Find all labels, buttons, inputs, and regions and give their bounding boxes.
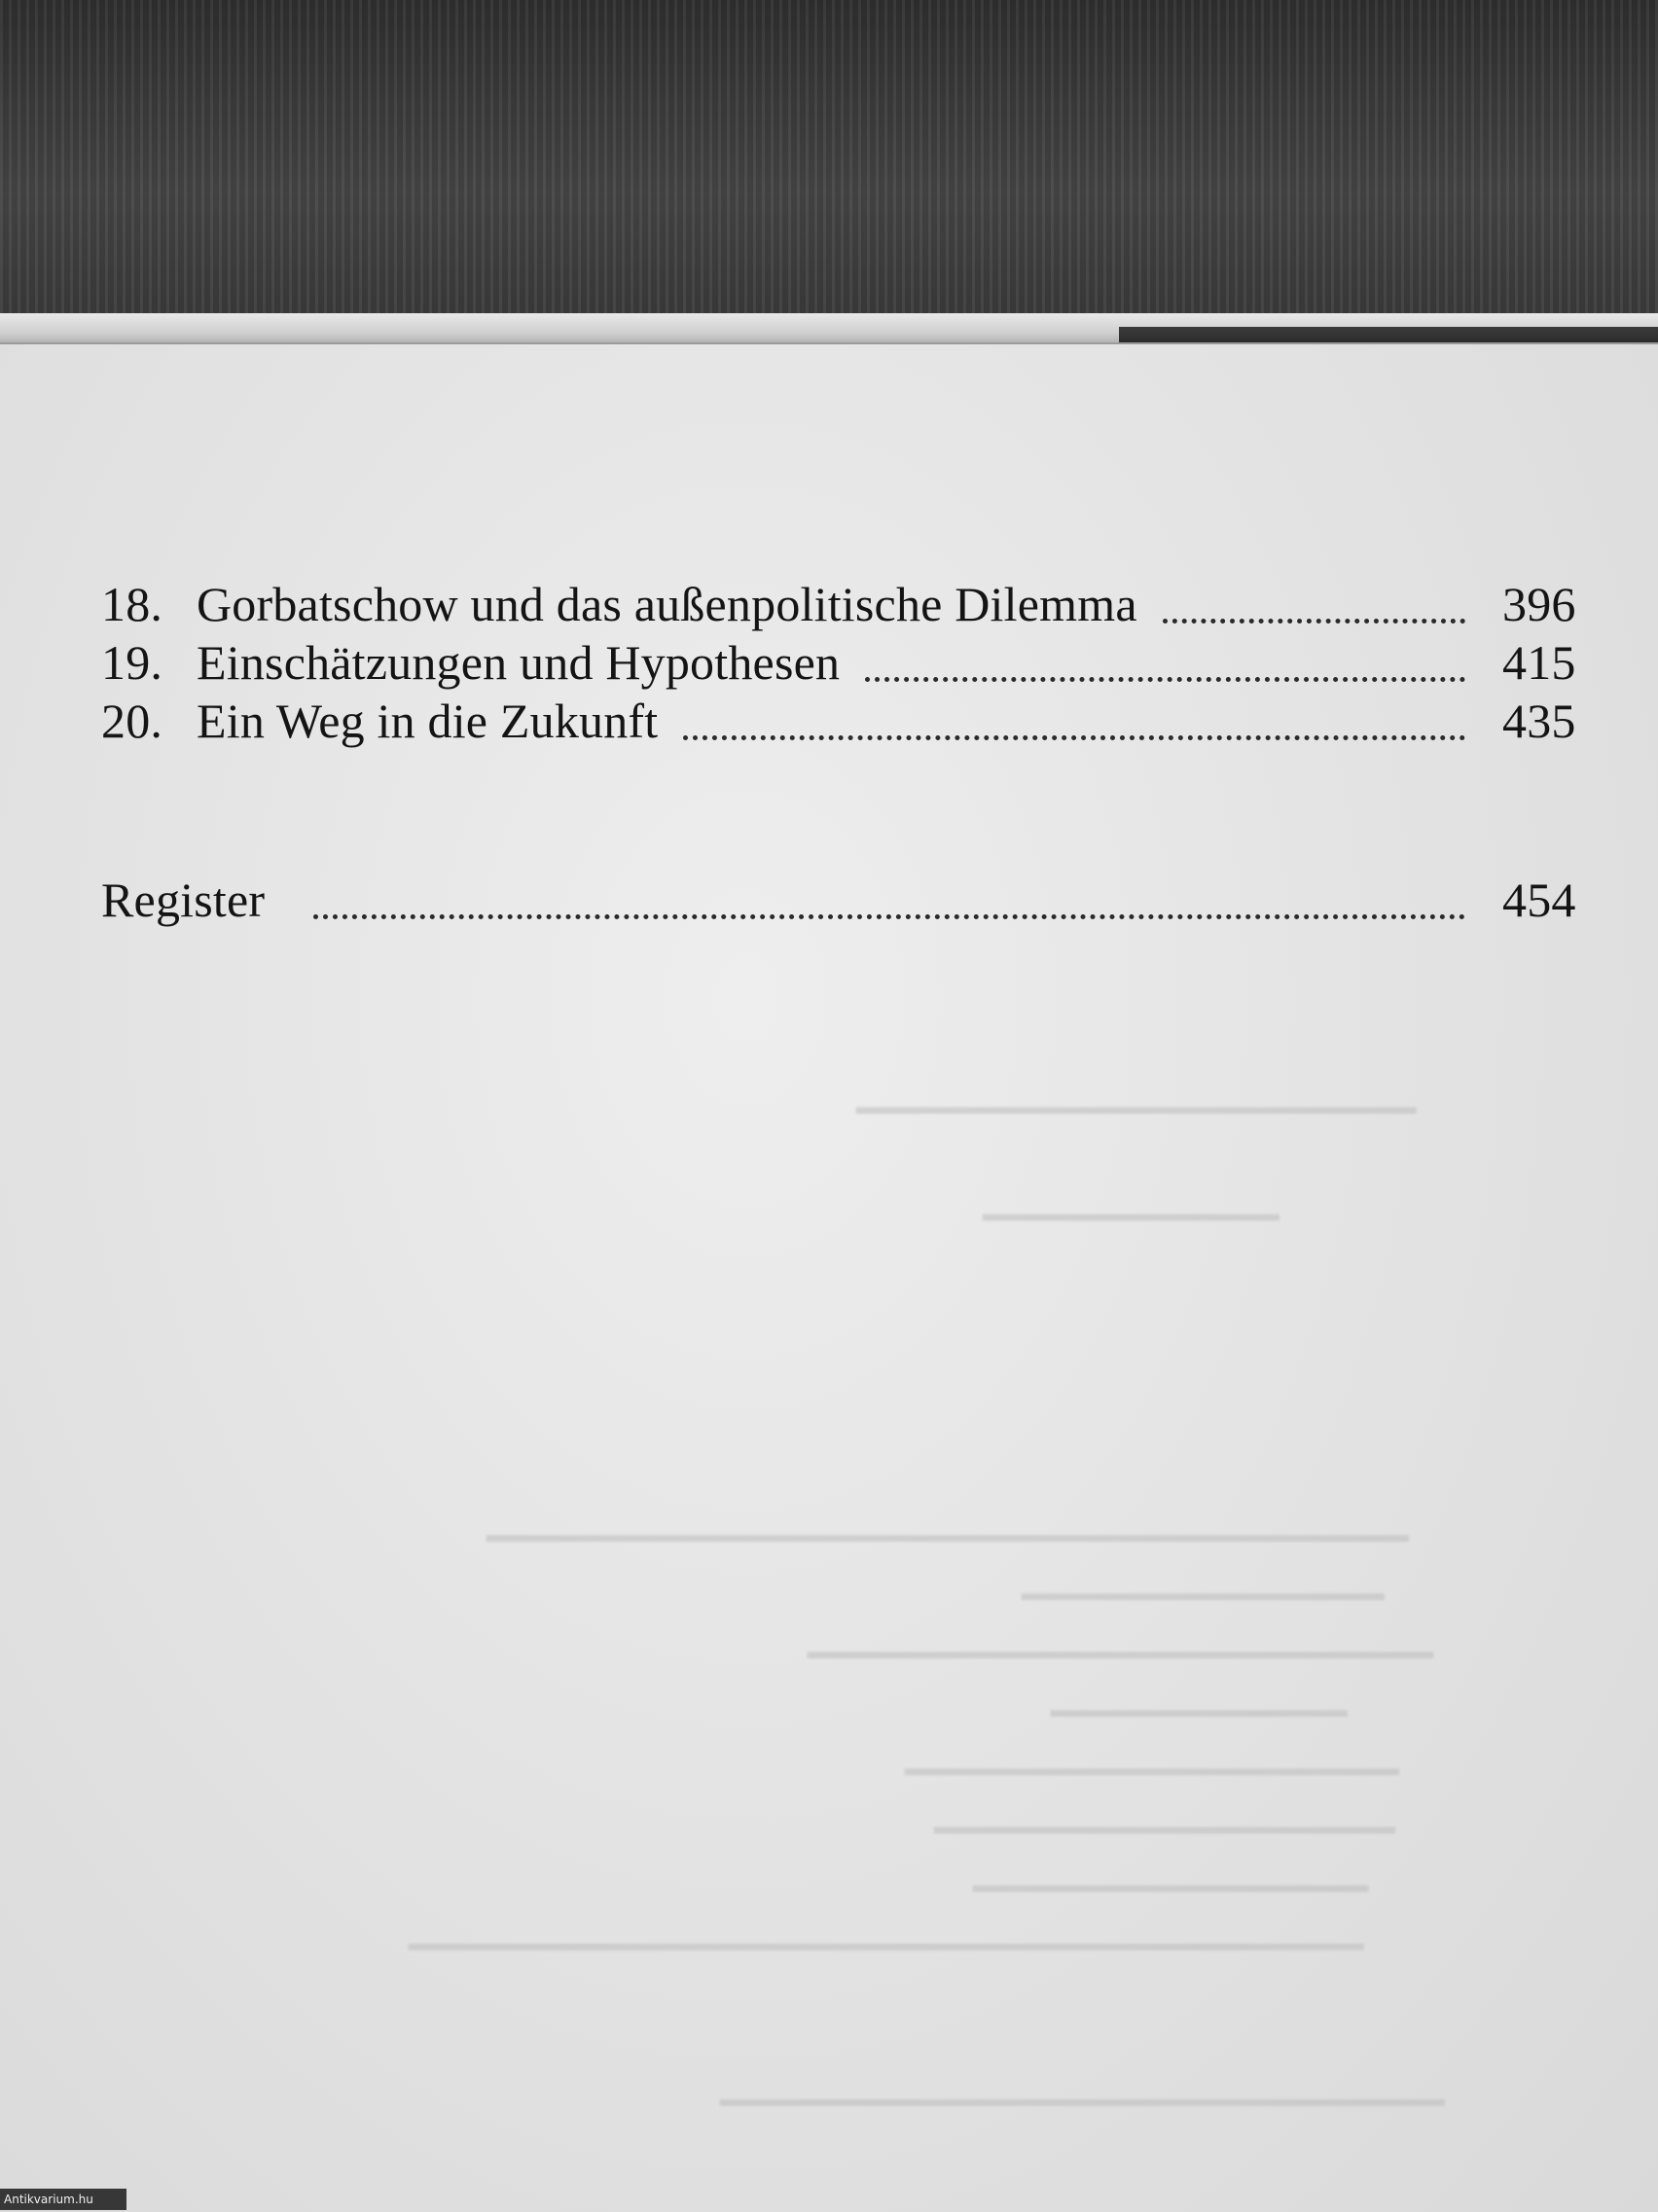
toc-leader-dots — [683, 735, 1465, 740]
toc-entry-title: Einschätzungen und Hypothesen — [197, 635, 841, 690]
show-through-text: ▁▁▁▁▁▁▁▁▁▁▁▁▁▁▁▁▁▁▁ — [808, 1610, 1433, 1658]
watermark: Antikvarium.hu — [0, 2189, 126, 2210]
toc-entry-title: Ein Weg in die Zukunft — [197, 694, 659, 748]
toc-entry-number: 18. — [101, 577, 163, 631]
toc-entry-number: 20. — [101, 694, 163, 748]
toc-entry-number: 19. — [101, 635, 163, 690]
toc-entry-page: 396 — [1502, 577, 1576, 631]
toc-entry-page: 435 — [1502, 694, 1576, 748]
show-through-text: ▁▁▁▁▁▁▁▁▁▁▁ — [1022, 1552, 1385, 1599]
toc-entry-title: Gorbatschow und das außenpolitische Dilemma — [197, 577, 1137, 631]
toc-register-page: 454 — [1502, 873, 1576, 927]
show-through-text: ▁▁▁▁▁▁▁▁▁ — [1051, 1668, 1348, 1716]
toc-leader-dots — [1163, 619, 1465, 624]
toc-entry — [101, 576, 1576, 634]
toc-register-entry — [101, 872, 1576, 930]
show-through-text: ▁▁▁▁▁▁▁▁▁▁▁▁▁▁▁▁▁▁▁▁▁▁▁▁▁▁▁▁▁ — [409, 1902, 1364, 1949]
show-through-text: ▁▁▁▁▁▁▁▁▁▁▁▁▁▁▁▁▁ — [856, 1065, 1417, 1113]
show-through-text: ▁▁▁▁▁▁▁▁▁ — [983, 1172, 1280, 1220]
show-through-text: ▁▁▁▁▁▁▁▁▁▁▁▁▁▁ — [934, 1785, 1395, 1833]
toc-leader-dots — [865, 677, 1465, 682]
toc-leader-dots — [313, 914, 1465, 919]
show-through-text: ▁▁▁▁▁▁▁▁▁▁▁▁▁▁▁▁▁▁▁▁▁▁ — [720, 2057, 1445, 2105]
toc-entry — [101, 693, 1576, 751]
show-through-text: ▁▁▁▁▁▁▁▁▁▁▁▁▁▁▁ — [905, 1727, 1399, 1774]
show-through-text: ▁▁▁▁▁▁▁▁▁▁▁▁▁▁▁▁▁▁▁▁▁▁▁▁▁▁▁▁ — [487, 1493, 1409, 1541]
toc-entry — [101, 634, 1576, 693]
toc-register-title: Register — [101, 873, 266, 927]
show-through-text: ▁▁▁▁▁▁▁▁▁▁▁▁ — [973, 1843, 1369, 1891]
background-wall — [0, 0, 1658, 321]
toc-entry-page: 415 — [1502, 635, 1576, 690]
